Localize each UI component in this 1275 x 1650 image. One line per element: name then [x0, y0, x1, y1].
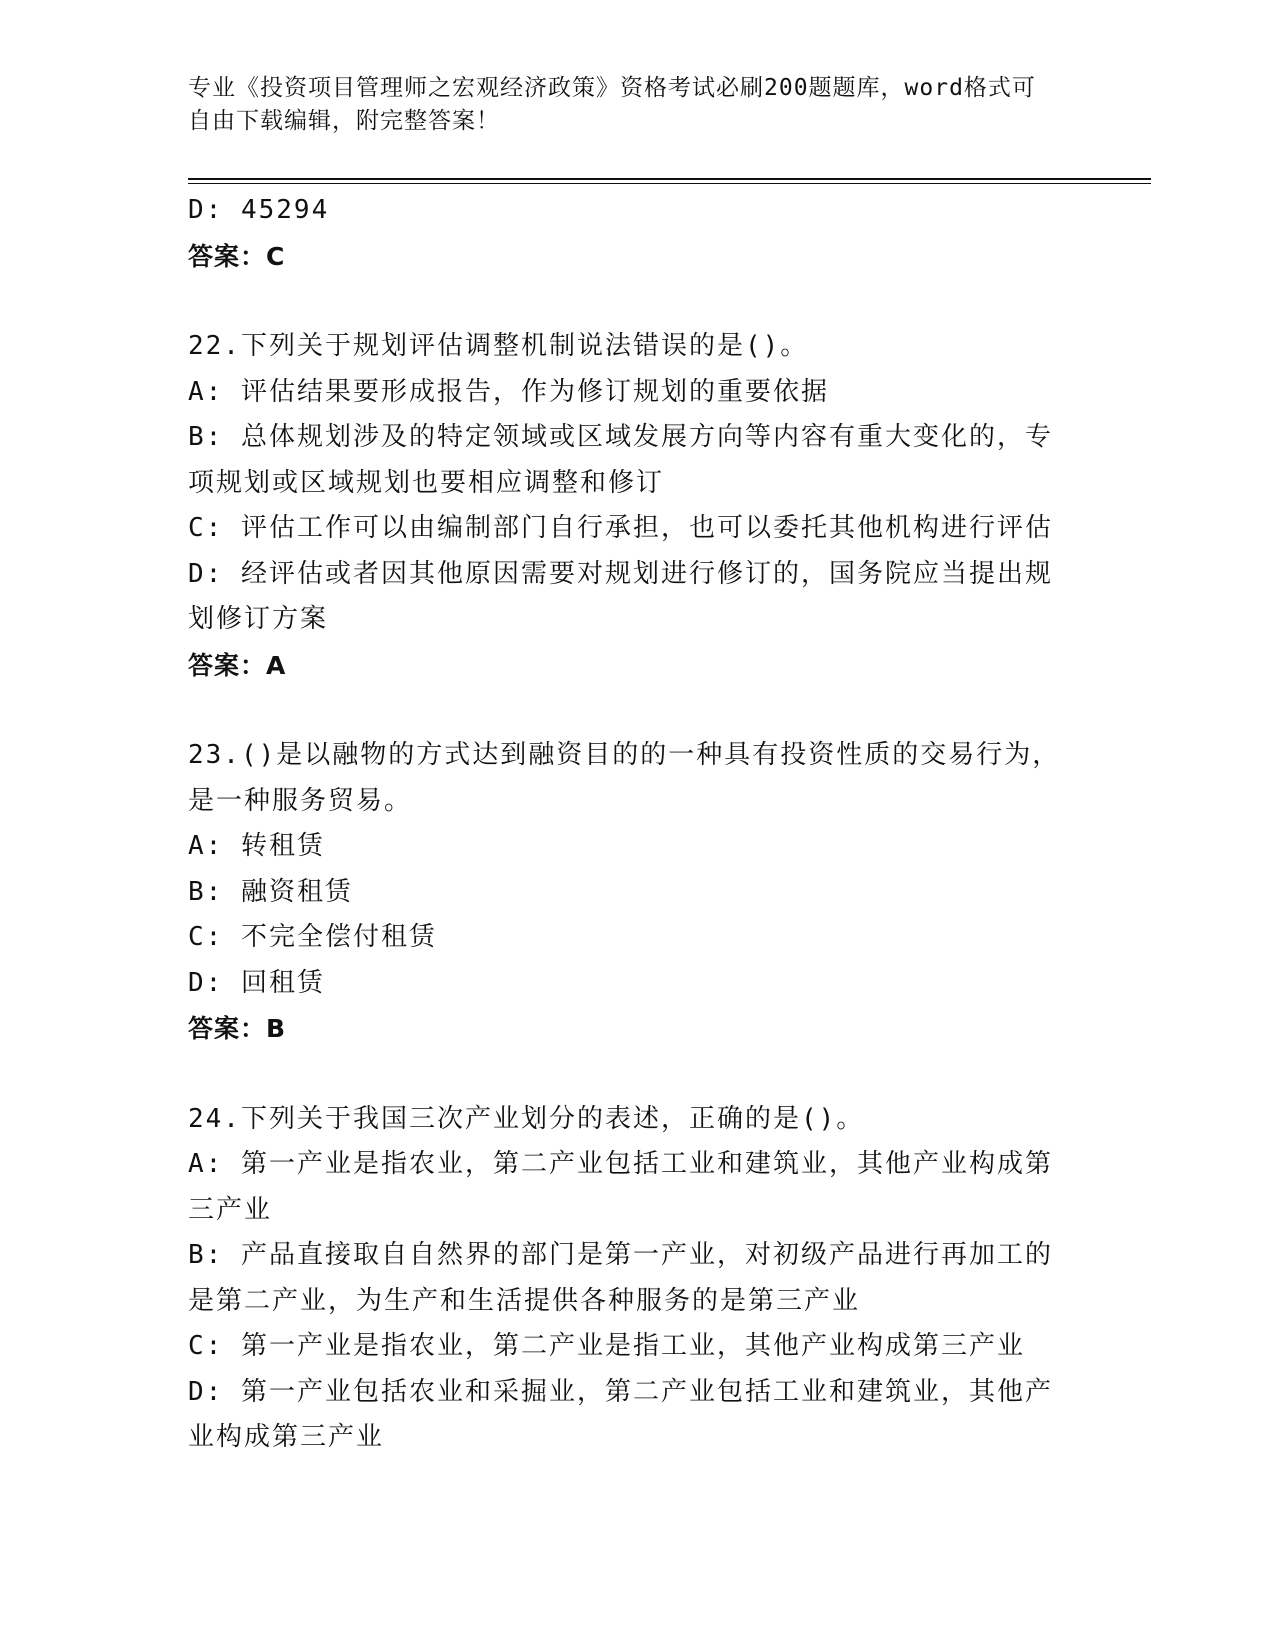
question-stem: 22.下列关于规划评估调整机制说法错误的是()。	[188, 331, 809, 361]
header-divider-thin	[188, 183, 1151, 184]
answer-line: 答案：A	[188, 650, 287, 680]
option-d: D: 45294	[188, 195, 330, 225]
option-d-line-1: D: 经评估或者因其他原因需要对规划进行修订的，国务院应当提出规	[188, 558, 1053, 589]
question-24	[188, 1097, 1068, 1461]
answer-line: 答案：B	[188, 1014, 287, 1043]
option-b-line-2: 是第二产业，为生产和生活提供各种服务的是第三产业	[188, 1285, 861, 1316]
previous-question-tail	[188, 188, 1068, 279]
option-c: C: 不完全偿付租赁	[188, 922, 437, 952]
header-divider-thick	[188, 178, 1151, 180]
header-title-line-1: 专业《投资项目管理师之宏观经济政策》资格考试必刷200题题库，word格式可	[188, 75, 1036, 101]
spacer	[188, 1052, 1068, 1097]
option-b-line-1: B: 产品直接取自自然界的部门是第一产业，对初级产品进行再加工的	[188, 1240, 1053, 1270]
answer-line: 答案：C	[188, 241, 286, 271]
option-d-line-1: D: 第一产业包括农业和采掘业，第二产业包括工业和建筑业，其他产	[188, 1376, 1053, 1407]
option-c: C: 第一产业是指农业，第二产业是指工业，其他产业构成第三产业	[188, 1331, 1025, 1361]
option-a: A: 评估结果要形成报告，作为修订规划的重要依据	[188, 376, 829, 407]
option-c: C: 评估工作可以由编制部门自行承担，也可以委托其他机构进行评估	[188, 513, 1053, 543]
question-stem: 24.下列关于我国三次产业划分的表述，正确的是()。	[188, 1103, 865, 1134]
question-23	[188, 733, 1068, 1052]
document-body	[188, 188, 1068, 1461]
option-b-line-2: 项规划或区域规划也要相应调整和修订	[188, 467, 665, 498]
question-stem-line-1: 23.()是以融物的方式达到融资目的的一种具有投资性质的交易行为，	[188, 740, 1061, 770]
question-stem-line-2: 是一种服务贸易。	[188, 785, 413, 816]
spacer	[188, 688, 1068, 733]
option-a-line-1: A: 第一产业是指农业，第二产业包括工业和建筑业，其他产业构成第	[188, 1149, 1053, 1179]
header-title-line-2: 自由下载编辑，附完整答案！	[188, 108, 500, 134]
option-a-line-2: 三产业	[188, 1194, 273, 1225]
option-a: A: 转租赁	[188, 831, 325, 861]
option-d: D: 回租赁	[188, 967, 325, 998]
page-header	[188, 72, 1068, 138]
option-b-line-1: B: 总体规划涉及的特定领域或区域发展方向等内容有重大变化的，专	[188, 422, 1053, 452]
option-d-line-2: 业构成第三产业	[188, 1422, 385, 1452]
spacer	[188, 279, 1068, 324]
option-b: B: 融资租赁	[188, 876, 353, 907]
question-22	[188, 324, 1068, 688]
option-d-line-2: 划修订方案	[188, 604, 329, 634]
